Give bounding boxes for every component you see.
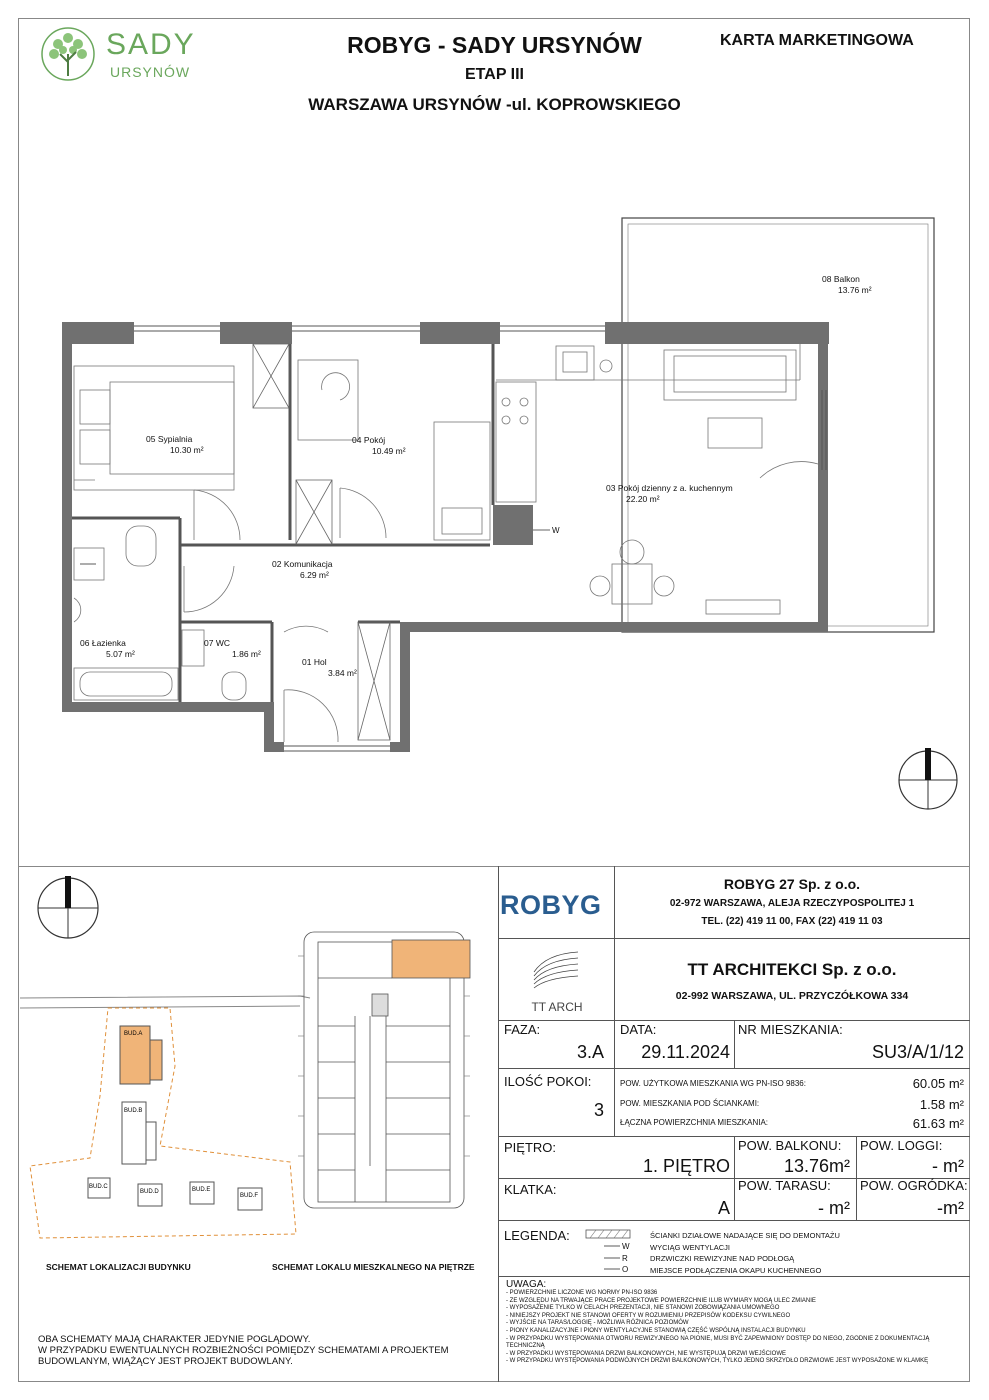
faza-label: FAZA: [504, 1022, 541, 1037]
loggia-label: POW. LOGGI: [860, 1138, 943, 1153]
sofa-icon [664, 350, 796, 400]
room-07-label: 07 WC [204, 638, 231, 648]
page-title: ROBYG - SADY URSYNÓW [347, 32, 642, 58]
note-item: - NINIEJSZY PROJEKT NIE STANOWI OFERTY W ROZUMIENIU PRZEPISÓW KODEKSU CYWILNEGO [506, 1312, 791, 1319]
address: WARSZAWA URSYNÓW -ul. KOPROWSKIEGO [308, 95, 681, 114]
note-item: - WYJŚCIE NA TARAS/LOGGIĘ - MOŻLIWA RÓŻNICA POZIOMÓW [506, 1320, 689, 1327]
kitchen-icons [496, 344, 800, 502]
tt-arch-text: TT ARCH [531, 1000, 583, 1014]
bed-icon [74, 366, 234, 490]
doc-type: KARTA MARKETINGOWA [720, 32, 914, 49]
notes-title: UWAGA: [506, 1279, 547, 1290]
building-f [238, 1188, 262, 1210]
room-03-area: 22.20 m² [626, 494, 660, 504]
pokoje-label: ILOŚĆ POKOI: [504, 1074, 592, 1089]
room-08-label: 08 Balkon [822, 274, 860, 284]
building-e [190, 1182, 214, 1204]
svg-text:BUD.A: BUD.A [124, 1031, 143, 1037]
note-item: - W PRZYPADKU WYSTĘPOWANIA OTWORU REWIZYJNEGO NA PIONIE, MUSI BYĆ ZAPEWNIONY DOSTĘP DO NIEGO, ZGODNIE Z DOKUMENTACJĄ TECHNICZNĄ [506, 1335, 930, 1350]
nr-value: SU3/A/1/12 [871, 1042, 964, 1062]
logo-sub: URSYNÓW [110, 64, 191, 80]
nr-label: NR MIESZKANIA: [738, 1022, 843, 1037]
stage: ETAP III [465, 66, 524, 83]
robyg-logo: ROBYG [500, 890, 602, 920]
svg-text:W: W [552, 526, 560, 535]
north-arrow-icon [899, 748, 957, 809]
tt-arch-logo-icon [526, 948, 586, 992]
architect-name: TT ARCHITEKCI Sp. z o.o. [687, 960, 897, 979]
legend-symbol-w: W [622, 1242, 630, 1251]
note-item: - W PRZYPADKU WYSTĘPOWANIA DRZWI BALKONOWYCH, NIE WYSTĘPUJĄ DRZWI WEJŚCIOWE [506, 1350, 787, 1357]
taras-value: - m² [818, 1198, 850, 1218]
data-value: 29.11.2024 [641, 1042, 730, 1062]
floor-scheme [298, 932, 470, 1208]
interior-walls [72, 344, 493, 702]
svg-text:BUD.F: BUD.F [240, 1193, 258, 1199]
legend-symbol-o: O [622, 1265, 629, 1274]
room-04-area: 10.49 m² [372, 446, 406, 456]
area-row-2-label: POW. MIESZKANIA POD ŚCIANKAMI: [620, 1099, 760, 1108]
pokoje-value: 3 [593, 1100, 604, 1120]
area-row-1-value: 60.05 m² [912, 1076, 964, 1091]
klatka-value: A [717, 1198, 730, 1218]
note-item: - W PRZYPADKU WYSTĘPOWANIA PODWÓJNYCH DRZWI BALKONOWYCH, TYLKO JEDNO SKRZYDŁO DRZWIOWE JEST WYPOSAŻONE W KLAMKĘ [506, 1358, 929, 1365]
legend-item: WYCIĄG WENTYLACJI [650, 1242, 731, 1252]
legend-item: DRZWICZKI REWIZYJNE NAD PODŁOGĄ [650, 1254, 795, 1263]
disclaimer: OBA SCHEMATY MAJĄ CHARAKTER JEDYNIE POGLĄDOWY. W PRZYPADKU EWENTUALNYCH ROZBIEŻNOŚCI POMIĘDZY SCHEMATAMI A PROJEKTEM BUDOWLANYM, WIĄŻĄCY JEST PROJEKT BUDOWLANY. [38, 1334, 449, 1367]
taras-label: POW. TARASU: [738, 1178, 831, 1193]
loggia-value: - m² [932, 1156, 964, 1176]
balkon-value: 13.76m² [783, 1156, 850, 1176]
area-row-2-value: 1.58 m² [919, 1097, 964, 1112]
site-schemes [0, 866, 500, 1376]
legend-symbol-r: R [622, 1254, 628, 1263]
building-d [138, 1184, 162, 1206]
room-04-label: 04 Pokój [352, 435, 386, 445]
note-item: - PIONY KANALIZACYJNE I PIONY WENTYLACYJNE STANOWIĄ CZĘŚĆ WSPÓLNĄ INSTALACJI BUDYNKU [506, 1327, 806, 1334]
room-08-area: 13.76 m² [838, 285, 872, 295]
room-05-area: 10.30 m² [170, 445, 204, 455]
room-01-label: 01 Hol [302, 657, 327, 667]
bathtub-icon [74, 668, 178, 700]
company-phone: TEL. (22) 419 11 00, FAX (22) 419 11 03 [701, 916, 883, 927]
ogrodek-label: POW. OGRÓDKA: [860, 1178, 968, 1193]
note-item: - WYPOSAŻENIE TYLKO W CELACH PREZENTACJI, NIE STANOWI ZOBOWIĄZANIA UMOWNEGO [506, 1305, 780, 1312]
room-05-label: 05 Sypialnia [146, 434, 193, 444]
balcony-outline [622, 218, 934, 632]
note-item: - POWIERZCHNIE LICZONE WG NORMY PN-ISO 9836 [506, 1290, 658, 1296]
svg-text:BUD.D: BUD.D [140, 1189, 159, 1195]
room-06-area: 5.07 m² [106, 649, 135, 659]
area-row-1-label: POW. UŻYTKOWA MIESZKANIA WG PN-ISO 9836: [620, 1079, 806, 1088]
company-address: 02-972 WARSZAWA, ALEJA RZECZYPOSPOLITEJ 1 [669, 898, 915, 909]
outer-walls [62, 322, 829, 752]
unit-highlight [392, 940, 470, 978]
data-label: DATA: [620, 1022, 657, 1037]
svg-text:BUD.B: BUD.B [124, 1108, 143, 1114]
caption-site: SCHEMAT LOKALIZACJI BUDYNKU [46, 1262, 191, 1272]
area-row-3-label: ŁĄCZNA POWIERZCHNIA MIESZKANIA: [620, 1118, 769, 1127]
room-02-area: 6.29 m² [300, 570, 329, 580]
pietro-value: 1. PIĘTRO [642, 1156, 730, 1176]
legend-item: ŚCIANKI DZIAŁOWE NADAJĄCE SIĘ DO DEMONTAŻU [650, 1231, 840, 1240]
legend-items [650, 1230, 840, 1276]
room-01-area: 3.84 m² [328, 668, 357, 678]
room-02-label: 02 Komunikacja [272, 559, 333, 569]
north-arrow-small-icon [38, 876, 98, 938]
faza-value: 3.A [576, 1042, 604, 1062]
legend-title: LEGENDA: [504, 1228, 570, 1243]
architect-address: 02-992 WARSZAWA, UL. PRZYCZÓŁKOWA 334 [675, 990, 909, 1002]
room-07-area: 1.86 m² [232, 649, 261, 659]
area-row-3-value: 61.63 m² [912, 1116, 964, 1131]
logo-main: SADY [106, 28, 196, 61]
company-name: ROBYG 27 Sp. z o.o. [723, 876, 861, 892]
notes-list [506, 1290, 966, 1366]
ogrodek-value: -m² [937, 1198, 964, 1218]
klatka-label: KLATKA: [504, 1182, 557, 1197]
caption-floor: SCHEMAT LOKALU MIESZKALNEGO NA PIĘTRZE [272, 1262, 475, 1272]
balkon-label: POW. BALKONU: [738, 1138, 842, 1153]
note-item: - ZE WZGLĘDU NA TRWAJĄCE PRACE PROJEKTOWE POWIERZCHNIE ILUB WYMIARY MOGĄ ULEC ZMIANIE [506, 1297, 816, 1304]
pietro-label: PIĘTRO: [504, 1140, 557, 1155]
svg-text:BUD.E: BUD.E [192, 1187, 211, 1193]
room-06-label: 06 Łazienka [80, 638, 126, 648]
door-swings [184, 462, 818, 742]
room-03-label: 03 Pokój dzienny z a. kuchennym [606, 483, 733, 493]
svg-text:BUD.C: BUD.C [89, 1184, 108, 1190]
legend-item: MIEJSCE PODŁĄCZENIA OKAPU KUCHENNEGO [650, 1265, 822, 1275]
